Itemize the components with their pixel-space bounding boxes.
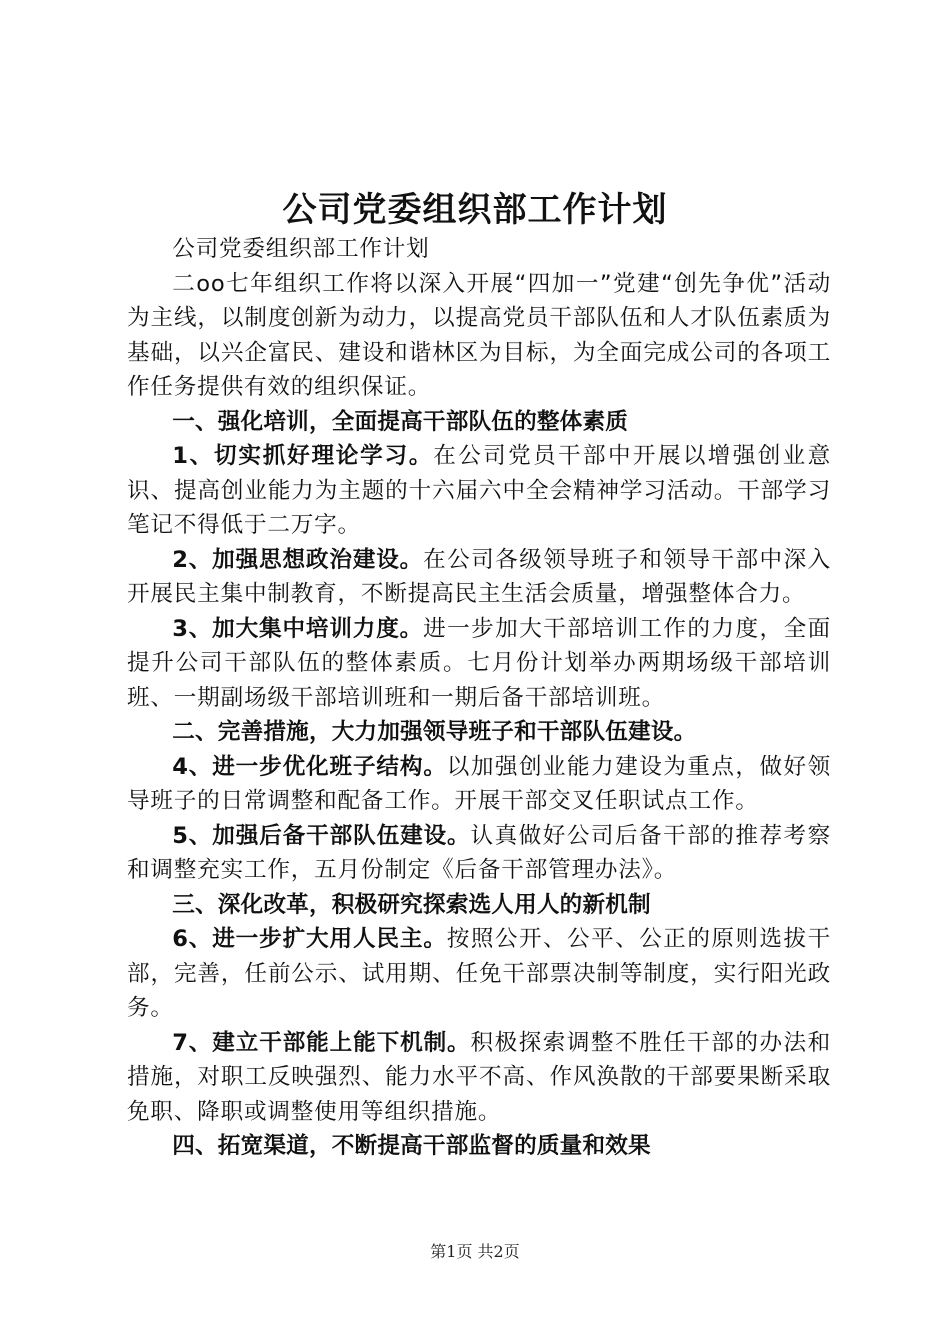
page-footer: 第1页 共2页 [430,1242,520,1261]
document-body [127,232,831,1164]
paragraph-item-1 [127,439,831,543]
item-lead: 7、建立干部能上能下机制。 [172,1029,471,1056]
document-subtitle: 公司党委组织部工作计划 [172,236,430,262]
item-text: 以加强创业能力建设为重点，做好领导班子的日常调整和配备工作。开展干部交叉任职试点工作。 [127,753,831,814]
item-text: 积极探索调整不胜任干部的办法和措施，对职工反映强烈、能力水平不高、作风涣散的干部要果断采取免职、降职或调整使用等组织措施。 [127,1029,832,1125]
paragraph-item-7 [127,1026,831,1130]
item-lead: 3、加大集中培训力度。 [172,615,424,642]
section-heading-2: 二、完善措施，大力加强领导班子和干部队伍建设。 [172,719,697,745]
item-text: 在公司各级领导班子和领导干部中深入开展民主集中制教育，不断提高民主生活会质量，增强整体合力。 [127,546,831,607]
intro-paragraph: 二oo七年组织工作将以深入开展“四加一”党建“创先争优”活动为主线，以制度创新为动力，以提高党员干部队伍和人才队伍素质为基础，以兴企富民、建设和谐林区为目标，为全面完成公司的各项工作任务提供有效的组织保证。 [127,270,831,400]
item-lead: 1、切实抓好理论学习。 [172,443,434,469]
item-text: 按照公开、公平、公正的原则选拔干部，完善，任前公示、试用期、任免干部票决制等制度，实行阳光政务。 [127,926,831,1021]
paragraph-item-6 [127,922,831,1026]
section-heading-1: 一、强化培训，全面提高干部队伍的整体素质 [172,408,629,435]
item-lead: 5、加强后备干部队伍建设。 [172,822,471,849]
item-text: 认真做好公司后备干部的推荐考察和调整充实工作，五月份制定《后备干部管理办法》。 [127,822,832,883]
document-title: 公司党委组织部工作计划 [282,190,668,230]
item-text: 在公司党员干部中开展以增强创业意识、提高创业能力为主题的十六届六中全会精神学习活动。干部学习笔记不得低于二万字。 [127,443,831,538]
paragraph-item-5 [127,819,831,888]
paragraph-item-3 [127,612,831,716]
section-heading-4: 四、拓宽渠道，不断提高干部监督的质量和效果 [172,1133,651,1159]
item-lead: 6、进一步扩大用人民主。 [172,926,447,952]
item-lead: 4、进一步优化班子结构。 [172,753,447,780]
item-lead: 2、加强思想政治建设。 [172,546,424,573]
item-text: 进一步加大干部培训工作的力度，全面提升公司干部队伍的整体素质。七月份计划举办两期场级干部培训班、一期副场级干部培训班和一期后备干部培训班。 [127,615,831,711]
paragraph-item-4 [127,750,831,819]
paragraph-item-2 [127,543,831,612]
section-heading-3: 三、深化改革，积极研究探索选人用人的新机制 [172,891,651,918]
